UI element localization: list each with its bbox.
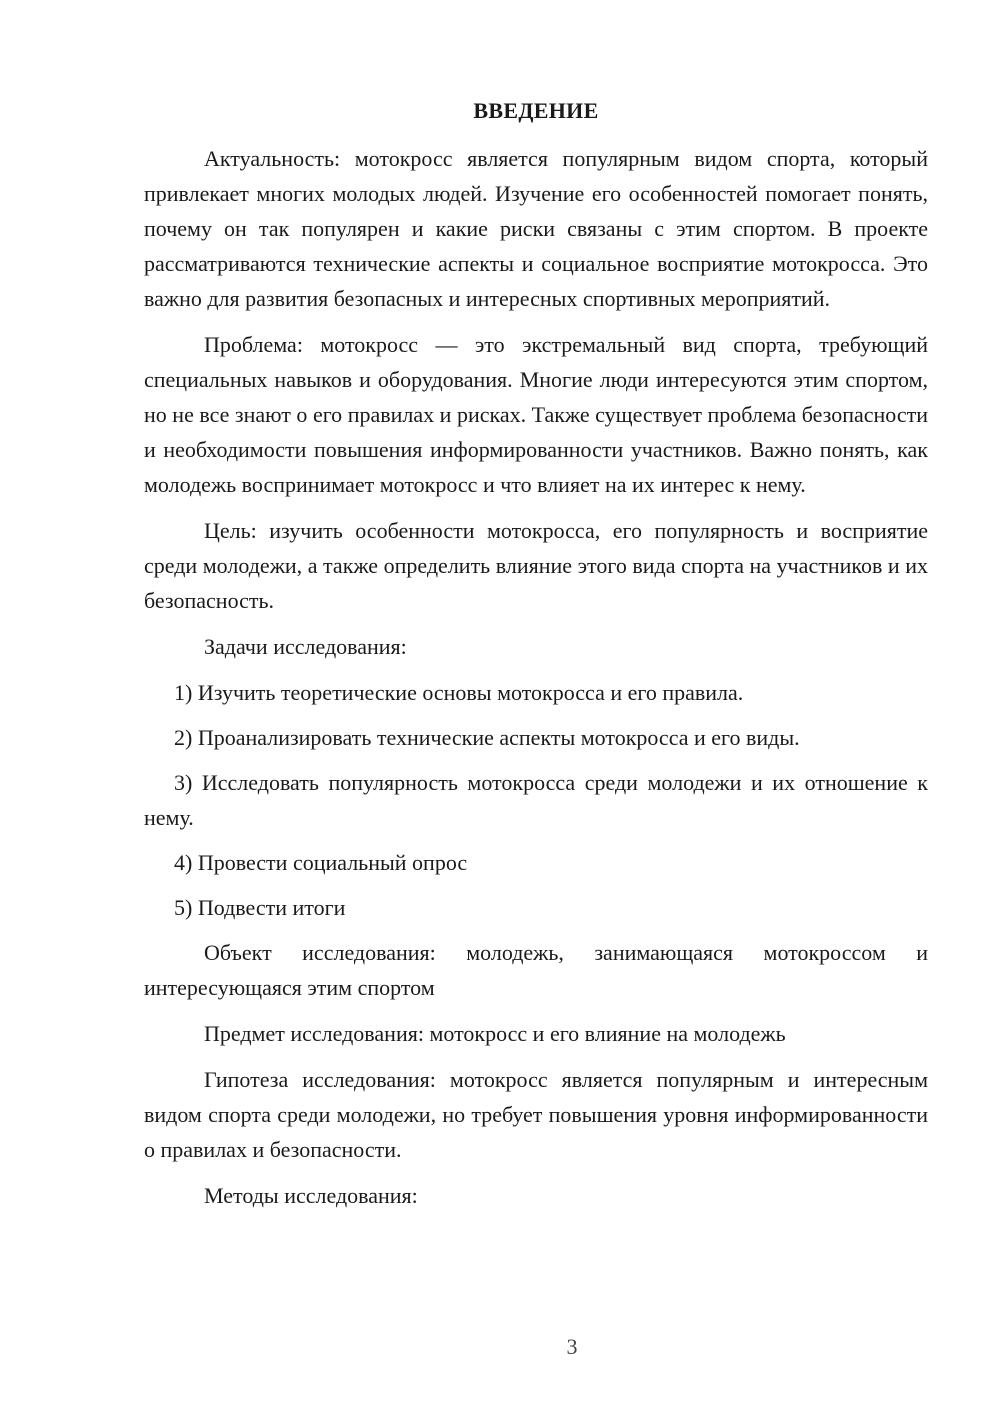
tasks-list xyxy=(144,675,928,925)
list-item: 5) Подвести итоги xyxy=(174,895,346,920)
paragraph-hypothesis: Гипотеза исследования: мотокросс является популярным и интересным видом спорта среди молодежи, но требует повышения уровня информированности о правилах и безопасности. xyxy=(144,1067,928,1162)
page-title: ВВЕДЕНИЕ xyxy=(473,98,599,123)
list-item: 1) Изучить теоретические основы мотокросса и его правила. xyxy=(174,680,744,705)
paragraph-goal: Цель: изучить особенности мотокросса, его популярность и восприятие среди молодежи, а также определить влияние этого вида спорта на участников и их безопасность. xyxy=(144,518,928,613)
paragraph-subject: Предмет исследования: мотокросс и его влияние на молодежь xyxy=(204,1021,786,1046)
list-item: 2) Проанализировать технические аспекты мотокросса и его виды. xyxy=(174,725,800,750)
page-number: 3 xyxy=(566,1334,578,1359)
list-item: 4) Провести социальный опрос xyxy=(174,850,468,875)
document-page xyxy=(144,95,928,1224)
paragraph-methods: Методы исследования: xyxy=(204,1183,418,1208)
list-item: 3) Исследовать популярность мотокросса среди молодежи и их отношение к нему. xyxy=(144,770,928,830)
paragraph-relevance: Актуальность: мотокросс является популярным видом спорта, который привлекает многих молодых людей. Изучение его особенностей помогает понять, почему он так популярен и какие риски связаны с этим спортом. В проекте рассматриваются технические аспекты и социальное восприятие мотокросса. Это важно для развития безопасных и интересных спортивных мероприятий. xyxy=(144,146,928,311)
paragraph-tasks-heading: Задачи исследования: xyxy=(204,634,407,659)
paragraph-object: Объект исследования: молодежь, занимающаяся мотокроссом и интересующаяся этим спортом xyxy=(144,940,928,1000)
paragraph-problem: Проблема: мотокросс — это экстремальный вид спорта, требующий специальных навыков и оборудования. Многие люди интересуются этим спортом, но не все знают о его правилах и рисках. Также существует проблема безопасности и необходимости повышения информированности участников. Важно понять, как молодежь воспринимает мотокросс и что влияет на их интерес к нему. xyxy=(144,332,928,497)
